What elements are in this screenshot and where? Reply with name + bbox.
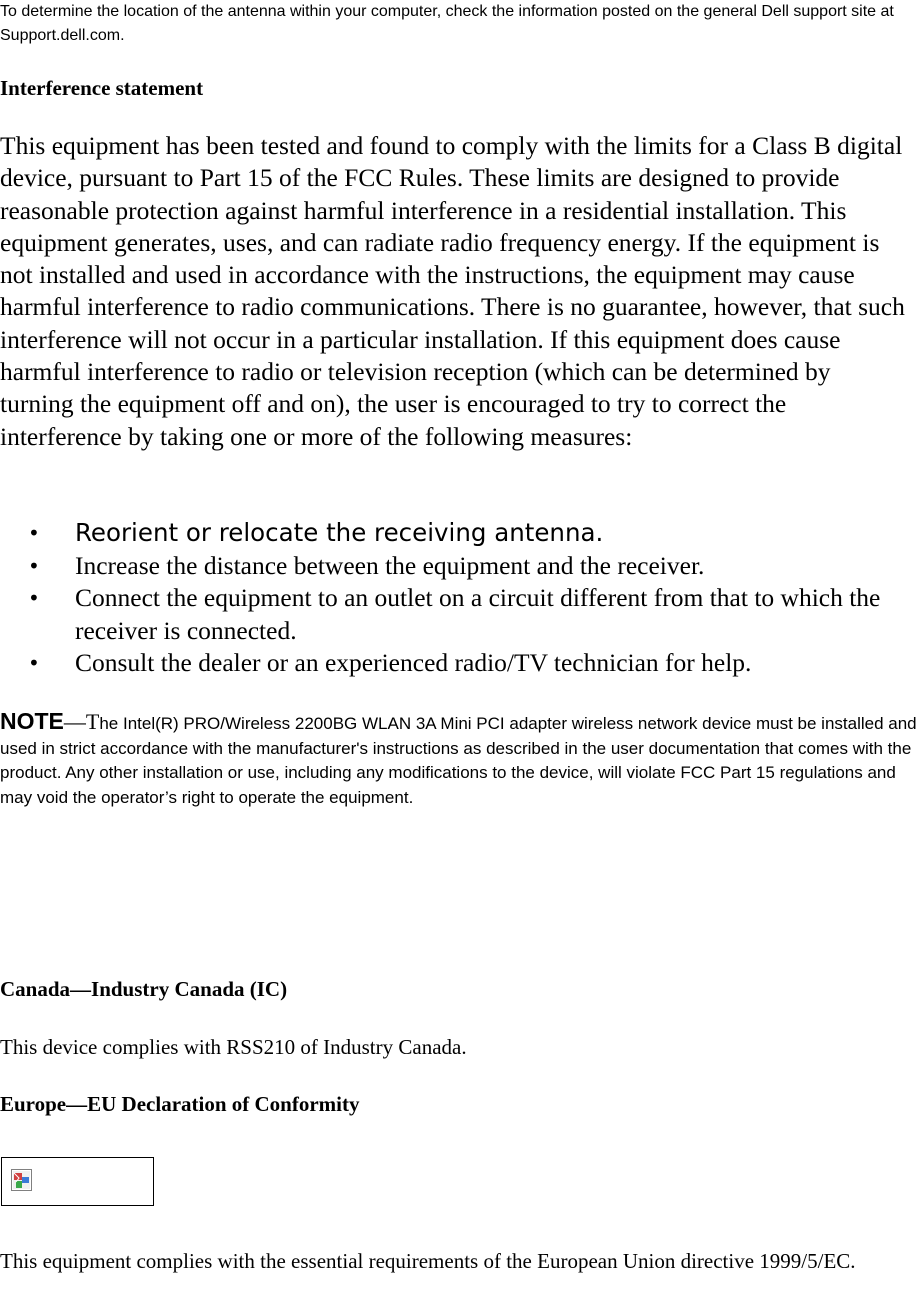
canada-text: This device complies with RSS210 of Industry Canada. xyxy=(0,1035,467,1059)
list-item xyxy=(0,516,900,550)
list-item xyxy=(0,647,900,679)
measure-text: Consult the dealer or an experienced radio/TV technician for help. xyxy=(75,647,752,677)
conformity-image-placeholder xyxy=(1,1157,154,1206)
measure-text: Connect the equipment to an outlet on a circuit different from that to which the receiver is connected. xyxy=(75,583,881,645)
measures-list xyxy=(0,516,900,679)
note-label: NOTE xyxy=(0,708,64,734)
note-paragraph xyxy=(0,709,922,810)
intro-paragraph: To determine the location of the antenna within your computer, check the information posted on the general Dell support site at Support.dell.com. xyxy=(0,3,894,44)
list-item xyxy=(0,582,900,647)
broken-image-icon xyxy=(11,1169,32,1191)
measure-text: Increase the distance between the equipment and the receiver. xyxy=(75,551,705,580)
bullet-icon: • xyxy=(28,521,40,545)
list-item xyxy=(0,550,900,582)
note-first-letter: T xyxy=(85,709,100,734)
canada-heading: Canada—Industry Canada (IC) xyxy=(0,977,288,1001)
interference-statement-body: This equipment has been tested and found to comply with the limits for a Class B digital device, pursuant to Part 15 of the FCC Rules. These limits are designed to provide reasonable protection against harmful interference in a residential installation. This equipment generates, uses, and can radiate radio frequency energy. If the equipment is not installed and used in accordance with the instructions, the equipment may cause harmful interference to radio communications. There is no guarantee, however, that such interference will not occur in a particular installation. If this equipment does cause harmful interference to radio or television reception (which can be determined by turning the equipment off and on), the user is encouraged to try to correct the interference by taking one or more of the following measures: xyxy=(0,131,905,451)
bullet-icon: • xyxy=(28,586,40,611)
note-dash: — xyxy=(63,709,86,734)
measure-text: Reorient or relocate the receiving antenna. xyxy=(75,518,604,547)
note-text: he Intel(R) PRO/Wireless 2200BG WLAN 3A Mini PCI adapter wireless network device must be installed and used in strict accordance with the manufacturer's instructions as described in the user documentation that comes with the product. Any other installation or use, including any modifications to the device, will violate FCC Part 15 regulations and may void the operator’s right to operate the equipment. xyxy=(0,714,917,807)
europe-text: This equipment complies with the essential requirements of the European Union directive 1999/5/EC. xyxy=(0,1249,856,1273)
bullet-icon: • xyxy=(28,650,40,675)
bullet-icon: • xyxy=(28,554,40,578)
interference-heading: Interference statement xyxy=(0,76,204,100)
europe-heading: Europe—EU Declaration of Conformity xyxy=(0,1092,360,1116)
